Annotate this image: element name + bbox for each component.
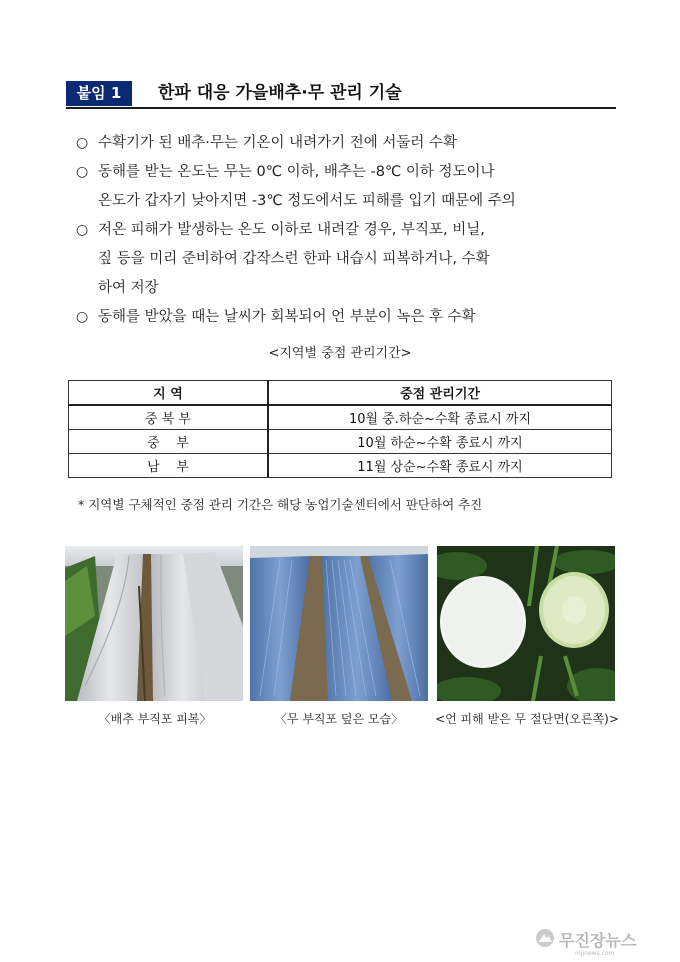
- bullet-line: 짚 등을 미리 준비하여 갑작스런 한파 내습시 피복하거나, 수확: [98, 251, 490, 267]
- circle-bullet-icon: ○: [76, 222, 89, 238]
- region-cell: 남 부: [69, 454, 269, 478]
- photo-radish-fabric-cover: [250, 546, 428, 701]
- bullet-line: 수확기가 된 배추·무는 기온이 내려가기 전에 서둘러 수확: [98, 135, 458, 151]
- column-header-region: 지 역: [69, 381, 269, 406]
- period-cell: 10월 중.하순~수확 종료시 까지: [268, 405, 612, 430]
- attachment-badge: 붙임 1: [66, 81, 132, 106]
- table-row: [69, 405, 612, 430]
- table-row: [69, 430, 612, 454]
- period-cell: 10월 하순~수확 종료시 까지: [268, 430, 612, 454]
- photo-caption: 〈배추 부직포 피복〉: [98, 712, 212, 726]
- bullet-line: 온도가 갑자기 낮아지면 -3℃ 정도에서도 피해를 입기 때문에 주의: [98, 193, 516, 209]
- news-watermark: [535, 926, 675, 957]
- circle-bullet-icon: ○: [76, 135, 89, 151]
- bullet-item: [76, 216, 616, 303]
- table-header-row: [69, 381, 612, 406]
- watermark-text: 무진장뉴스: [559, 931, 637, 950]
- photo-frozen-radish-section: [437, 546, 615, 701]
- watermark-logo-icon: [535, 928, 555, 948]
- region-cell: 중 부: [69, 430, 269, 454]
- management-period-table: [68, 380, 612, 478]
- radish-section-image: [437, 546, 615, 701]
- bullet-line: 저온 피해가 발생하는 온도 이하로 내려갈 경우, 부직포, 비닐,: [98, 222, 485, 238]
- region-cell: 중 북 부: [69, 405, 269, 430]
- table-caption: <지역별 중점 관리기간>: [268, 346, 412, 361]
- cabbage-fabric-image: [65, 546, 243, 701]
- bullet-line: 하여 저장: [98, 280, 159, 296]
- circle-bullet-icon: ○: [76, 309, 89, 325]
- table-row: [69, 454, 612, 478]
- bullet-item: [76, 303, 616, 332]
- bullet-line: 동해를 받는 온도는 무는 0℃ 이하, 배추는 -8℃ 이하 정도이나: [98, 164, 495, 180]
- radish-fabric-image: [250, 546, 428, 701]
- bullet-item: [76, 158, 616, 216]
- page-title: 한파 대응 가을배추·무 관리 기술: [158, 83, 402, 103]
- circle-bullet-icon: ○: [76, 164, 89, 180]
- photo-caption: 〈무 부직포 덮은 모습〉: [274, 712, 404, 726]
- section-header: [66, 81, 616, 108]
- watermark-url: mjjnews.com: [575, 950, 615, 957]
- photo-caption: <언 피해 받은 무 절단면(오른쪽)>: [435, 712, 619, 726]
- bullet-line: 동해를 받았을 때는 날씨가 회복되어 언 부분이 녹은 후 수확: [98, 309, 476, 325]
- header-divider: [66, 107, 616, 109]
- period-cell: 11월 상순~수확 종료시 까지: [268, 454, 612, 478]
- bullet-list: [76, 129, 616, 332]
- column-header-period: 중점 관리기간: [268, 381, 612, 406]
- photo-cabbage-fabric-cover: [65, 546, 243, 701]
- footnote: * 지역별 구체적인 중점 관리 기간은 해당 농업기술센터에서 판단하여 추진: [78, 497, 483, 512]
- bullet-item: [76, 129, 616, 158]
